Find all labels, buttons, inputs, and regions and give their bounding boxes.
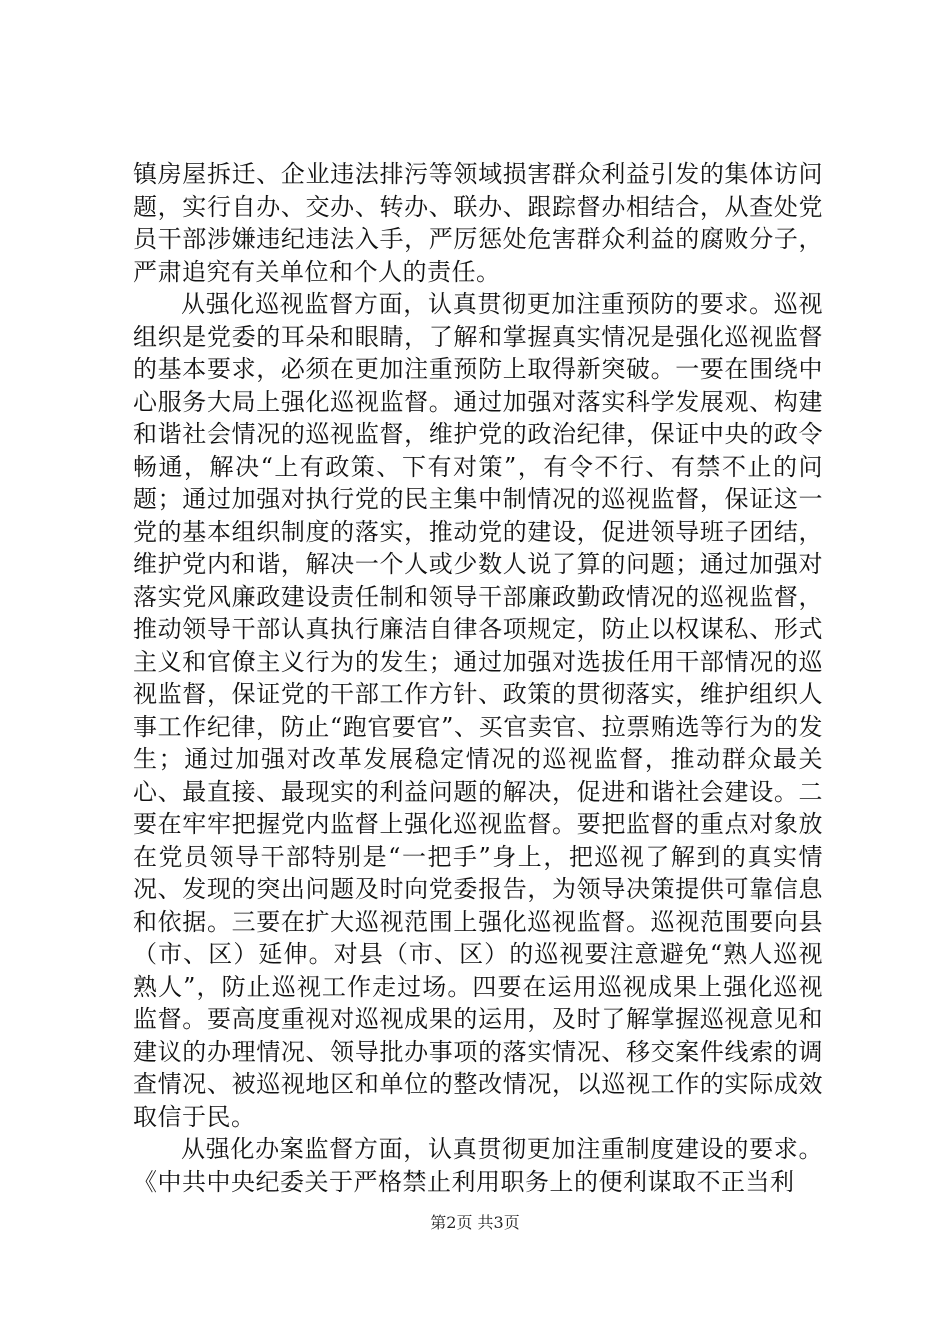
page-footer: 第2页 共3页 [430,1213,520,1232]
document-body [133,158,823,1198]
paragraph-continuation: 镇房屋拆迁、企业违法排污等领域损害群众利益引发的集体访问题，实行自办、交办、转办、联办、跟踪督办相结合，从查处党员干部涉嫌违纪违法入手，严厉惩处危害群众利益的腐败分子，严肃追究有关单位和个人的责任。 [133,160,823,286]
paragraph-inspection-supervision: 从强化巡视监督方面，认真贯彻更加注重预防的要求。巡视组织是党委的耳朵和眼睛，了解和掌握真实情况是强化巡视监督的基本要求，必须在更加注重预防上取得新突破。一要在围绕中心服务大局上强化巡视监督。通过加强对落实科学发展观、构建和谐社会情况的巡视监督，维护党的政治纪律，保证中央的政令畅通，解决“上有政策、下有对策”，有令不行、有禁不止的问题；通过加强对执行党的民主集中制情况的巡视监督，保证这一党的基本组织制度的落实，推动党的建设，促进领导班子团结，维护党内和谐，解决一个人或少数人说了算的问题；通过加强对落实党风廉政建设责任制和领导干部廉政勤政情况的巡视监督，推动领导干部认真执行廉洁自律各项规定，防止以权谋私、形式主义和官僚主义行为的发生；通过加强对选拔任用干部情况的巡视监督，保证党的干部工作方针、政策的贯彻落实，维护组织人事工作纪律，防止“跑官要官”、买官卖官、拉票贿选等行为的发生；通过加强对改革发展稳定情况的巡视监督，推动群众最关心、最直接、最现实的利益问题的解决，促进和谐社会建设。二要在牢牢把握党内监督上强化巡视监督。要把监督的重点对象放在党员领导干部特别是“一把手”身上，把巡视了解到的真实情况、发现的突出问题及时向党委报告，为领导决策提供可靠信息和依据。三要在扩大巡视范围上强化巡视监督。巡视范围要向县（市、区）延伸。对县（市、区）的巡视要注意避免“熟人巡视熟人”，防止巡视工作走过场。四要在运用巡视成果上强化巡视监督。要高度重视对巡视成果的运用，及时了解掌握巡视意见和建议的办理情况、领导批办事项的落实情况、移交案件线索的调查情况、被巡视地区和单位的整改情况，以巡视工作的实际成效取信于民。 [133,290,823,1131]
paragraph-case-supervision: 从强化办案监督方面，认真贯彻更加注重制度建设的要求。《中共中央纪委关于严格禁止利用职务上的便利谋取不正当利 [133,1135,823,1196]
